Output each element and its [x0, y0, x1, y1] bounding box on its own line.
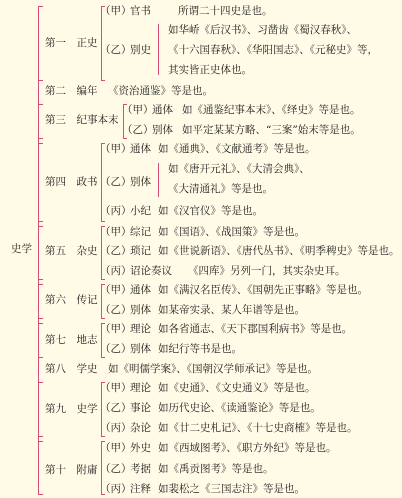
category-label: 第八 学史 — [45, 363, 98, 375]
item-label: 别体 — [130, 304, 151, 316]
item-marker: （丙） — [100, 205, 132, 217]
item-marker: （乙） — [100, 402, 132, 414]
item-marker: （乙） — [100, 176, 132, 188]
item-label: 通体 — [152, 104, 173, 116]
category-label: 第一 正史 — [45, 37, 98, 49]
sub-bracket — [158, 24, 159, 75]
item-desc: 如《史通》、《文史通义》等是也。 — [158, 382, 316, 394]
item-marker: （乙） — [100, 463, 132, 475]
item-desc: 如裴松之《三国志注》等是也。 — [158, 483, 305, 495]
item-desc: 如平定某某方略、“三案”始末等是也。 — [182, 124, 361, 136]
category-label: 第六 传记 — [45, 294, 98, 306]
item-desc: 如《通鉴纪事本末》、《绎史》等是也。 — [182, 104, 361, 116]
category-label: 第九 史学 — [45, 403, 98, 415]
item-marker: （甲） — [100, 442, 132, 454]
item-marker: （甲） — [100, 323, 132, 335]
item-marker: （丙） — [100, 422, 132, 434]
item-desc: 《四库》另列一门，其实杂史耳。 — [188, 265, 346, 277]
item-marker: （甲） — [100, 5, 132, 17]
item-label: 别史 — [130, 44, 151, 56]
item-label: 理论 — [130, 323, 151, 335]
item-desc: 如《满汉名臣传》、《国朝先正事略》等是也。 — [158, 284, 368, 296]
category-desc: 如《明儒学案》、《国朝汉学师承记》等是也。 — [108, 363, 318, 375]
item-label: 外史 — [130, 442, 151, 454]
category-label: 第四 政书 — [45, 176, 98, 188]
item-label: 别体 — [152, 124, 173, 136]
item-label: 官书 — [130, 5, 151, 17]
item-desc: 如《通典》、《文献通考》等是也。 — [158, 143, 316, 155]
item-marker: （乙） — [100, 304, 132, 316]
item-marker: （乙） — [100, 245, 132, 257]
sub-bracket — [158, 163, 159, 197]
category-label: 第五 杂史 — [45, 245, 98, 257]
item-marker: （甲） — [100, 382, 132, 394]
category-label: 第七 地志 — [45, 334, 98, 346]
item-marker: （甲） — [100, 284, 132, 296]
item-marker: （乙） — [122, 124, 154, 136]
item-desc: 如《廿二史札记》、《十七史商榷》等是也。 — [158, 422, 358, 434]
item-marker: （甲） — [100, 226, 132, 238]
item-marker: （甲） — [122, 104, 154, 116]
item-label: 别体 — [130, 176, 151, 188]
item-label: 理论 — [130, 382, 151, 394]
category-label: 第十 附庸 — [45, 464, 98, 476]
item-label: 考据 — [130, 463, 151, 475]
item-label: 诏论奏议 — [130, 265, 172, 277]
item-desc: 如某帝实录、某人年谱等是也。 — [158, 304, 305, 316]
item-marker: （丙） — [100, 483, 132, 495]
item-label: 琐记 — [130, 245, 151, 257]
item-label: 小纪 — [130, 205, 151, 217]
item-label: 别体 — [130, 343, 151, 355]
category-label: 第三 纪事本末 — [45, 114, 119, 126]
item-marker: （乙） — [100, 343, 132, 355]
item-desc: 如《禹贡图考》等是也。 — [158, 463, 274, 475]
item-desc: 如《国语》、《战国策》等是也。 — [158, 226, 305, 238]
item-label: 通体 — [130, 143, 151, 155]
item-marker: （乙） — [100, 44, 132, 56]
item-desc: 如历代史论、《读通鉴论》等是也。 — [158, 402, 321, 414]
category-desc: 《资治通鉴》等是也。 — [108, 85, 213, 97]
category-label: 第二 编年 — [45, 85, 98, 97]
item-desc: 如《西域图考》、《职方外纪》等是也。 — [158, 442, 337, 454]
item-label: 注释 — [130, 483, 151, 495]
item-label: 事论 — [130, 402, 151, 414]
item-desc: 所谓二十四史是也。 — [178, 5, 273, 17]
root-label: 史学 — [11, 243, 32, 255]
item-marker: （丙） — [100, 265, 132, 277]
item-desc: 如《汉官仪》等是也。 — [158, 205, 263, 217]
item-marker: （甲） — [100, 143, 132, 155]
item-desc: 如纪行等书是也。 — [158, 343, 242, 355]
item-label: 杂论 — [130, 422, 151, 434]
item-desc: 《大清通礼》等是也。 — [168, 183, 273, 195]
item-desc: 如《唐开元礼》、《大清会典》、 — [168, 163, 310, 175]
item-label: 通体 — [130, 284, 151, 296]
item-desc: 如各省通志、《天下郡国利病书》等是也。 — [158, 323, 353, 335]
item-label: 综记 — [130, 226, 151, 238]
item-desc: 如华峤《后汉书》、习凿齿《蜀汉春秋》、 — [168, 24, 357, 36]
item-desc: 其实皆正史体也。 — [168, 64, 252, 76]
item-desc: 《十六国春秋》、《华阳国志》、《元秘史》等， — [168, 44, 378, 56]
item-desc: 如《世说新语》、《唐代丛书》、《明季稗史》等是也。 — [158, 245, 400, 257]
